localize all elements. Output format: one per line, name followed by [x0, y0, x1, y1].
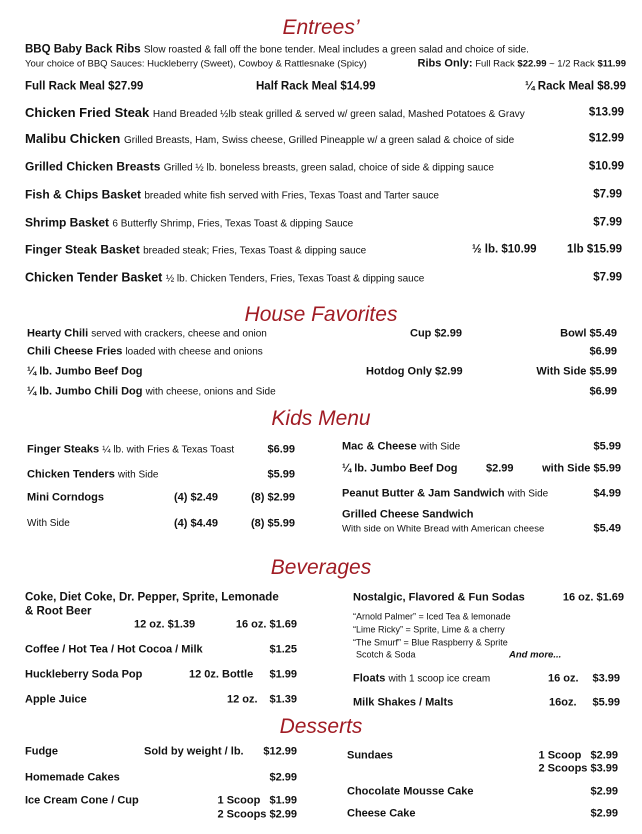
ribs-only-label: Ribs Only:: [417, 57, 473, 70]
item-price-only: $2.99: [486, 462, 514, 475]
item-price-cup: Cup $2.99: [410, 327, 462, 340]
item-name: Apple Juice: [25, 693, 87, 706]
item-desc: breaded white fish served with Fries, Texas Toast and Tarter sauce: [144, 190, 439, 202]
item-price-8: (8) $2.99: [250, 491, 295, 504]
item-desc: with Side: [117, 469, 159, 481]
full-rack-price: $22.99: [517, 58, 547, 70]
half-rack-label: ~ 1/2 Rack: [549, 58, 595, 70]
menu-item: [25, 132, 514, 146]
item-price: $6.99: [589, 345, 617, 358]
item-price: Bowl $5.49: [560, 327, 617, 340]
item-price: $6.99: [267, 443, 295, 456]
item-name: Shrimp Basket: [25, 215, 110, 230]
full-rack-meal: Full Rack Meal $27.99: [25, 80, 144, 93]
item-name: Peanut Butter & Jam Sandwich: [342, 487, 505, 500]
item-desc: With side on White Bread with American cheese: [342, 523, 545, 535]
item-price: $4.99: [593, 487, 621, 500]
item-price: With Side $5.99: [536, 365, 617, 378]
soda-note: Scotch & Soda: [356, 649, 416, 660]
item-note: Sold by weight / lb.: [144, 745, 244, 758]
menu-item: [25, 161, 494, 174]
item-name: Hearty Chili: [27, 327, 89, 340]
menu-item: [25, 189, 439, 202]
item-price-hotdog: Hotdog Only $2.99: [366, 365, 463, 378]
item-name: Coffee / Hot Tea / Hot Cocoa / Milk: [25, 643, 203, 656]
item-desc: Grilled ½ lb. boneless breasts, green salad, choice of side & dipping sauce: [163, 162, 494, 174]
menu-item: [27, 347, 263, 358]
item-size: 16 oz.: [548, 672, 579, 685]
item-name: Grilled Cheese Sandwich: [342, 508, 474, 521]
entrees-heading: Entrees’: [282, 16, 360, 39]
item-price: 1lb $15.99: [567, 243, 622, 256]
item-desc: with cheese, onions and Side: [145, 386, 276, 398]
menu-item: [25, 272, 424, 285]
item-name: ¼ lb. Jumbo Beef Dog: [27, 365, 143, 378]
item-desc: Grilled Breasts, Ham, Swiss cheese, Grilled Pineapple w/ a green salad & choice of side: [123, 135, 515, 146]
soda-note: “The Smurf” = Blue Raspberry & Sprite: [353, 637, 508, 648]
item-price-12oz: 12 oz. $1.39: [134, 618, 196, 631]
item-name: Milk Shakes / Malts: [353, 696, 454, 709]
item-name-cont: & Root Beer: [25, 605, 92, 618]
item-name: ¼ lb. Jumbo Chili Dog: [27, 385, 143, 398]
item-name: Chicken Tender Basket: [25, 270, 163, 285]
ribs-only: [418, 59, 626, 70]
item-name: ¼ lb. Jumbo Beef Dog: [342, 462, 458, 475]
item-price: $1.25: [269, 643, 297, 656]
item-price-1-scoop: 1 Scoop $2.99: [538, 749, 618, 762]
item-desc: 6 Butterfly Shrimp, Fries, Texas Toast & dipping Sauce: [112, 218, 354, 230]
menu-item: [342, 442, 460, 453]
item-price: $12.99: [588, 132, 624, 145]
item-name: Chicken Fried Steak: [25, 105, 150, 120]
item-desc: breaded steak; Fries, Texas Toast & dipping sauce: [143, 245, 367, 257]
soda-note: “Arnold Palmer” = Iced Tea & lemonade: [353, 611, 511, 622]
item-price: $5.99: [267, 468, 295, 481]
kids-menu-heading: Kids Menu: [271, 407, 371, 430]
item-name: Chicken Tenders: [27, 468, 115, 481]
item-price: $3.99: [592, 672, 620, 685]
item-name: Floats: [353, 672, 386, 685]
item-name: Fish & Chips Basket: [25, 187, 142, 202]
item-price-8: (8) $5.99: [250, 517, 295, 530]
half-rack-price: $11.99: [597, 58, 626, 70]
menu-item: [27, 470, 158, 481]
item-price: $2.99: [269, 771, 297, 784]
menu-item: [353, 674, 490, 685]
item-name: Coke, Diet Coke, Dr. Pepper, Sprite, Lemonade: [25, 591, 279, 604]
menu-item: [27, 387, 276, 398]
item-name: Fudge: [25, 745, 58, 758]
item-price: $2.99: [590, 807, 618, 820]
item-desc: with Side: [507, 488, 549, 500]
item-desc: ¼ lb. with Fries & Texas Toast: [102, 444, 235, 456]
item-price: $7.99: [593, 216, 622, 229]
house-favorites-heading: House Favorites: [244, 303, 398, 326]
item-desc: ½ lb. Chicken Tenders, Fries, Texas Toast & dipping sauce: [165, 273, 425, 285]
item-name: Sundaes: [347, 749, 393, 762]
and-more: And more...: [509, 649, 562, 661]
item-size: 12 oz.: [227, 693, 258, 706]
item-desc: Hand Breaded ½lb steak grilled & served w/ green salad, Mashed Potatoes & Gravy: [152, 109, 525, 120]
half-rack-meal: Half Rack Meal $14.99: [256, 80, 376, 93]
menu-item: [27, 445, 234, 456]
item-price-1-scoop: 1 Scoop $1.99: [217, 794, 297, 807]
item-price: $12.99: [263, 745, 297, 758]
item-price: $5.49: [593, 522, 621, 535]
item-name: Mini Corndogs: [27, 491, 104, 504]
item-name: Nostalgic, Flavored & Fun Sodas: [353, 591, 525, 604]
item-size: 12 0z. Bottle: [189, 668, 254, 681]
item-name: Chocolate Mousse Cake: [347, 785, 474, 798]
item-name: Ice Cream Cone / Cup: [25, 794, 139, 807]
item-price: $10.99: [588, 160, 624, 173]
item-price-half: ½ lb. $10.99: [472, 243, 537, 256]
item-price: with Side $5.99: [542, 462, 621, 475]
item-price-4: (4) $2.49: [174, 491, 219, 504]
soda-note: “Lime Ricky” = Sprite, Lime & a cherry: [353, 624, 505, 635]
item-price: $1.99: [269, 668, 297, 681]
item-price: $5.99: [592, 696, 620, 709]
beverages-heading: Beverages: [270, 556, 372, 579]
item-name: Homemade Cakes: [25, 771, 120, 784]
ribs-sauces: Your choice of BBQ Sauces: Huckleberry (Sweet), Cowboy & Rattlesnake (Spicy): [25, 58, 367, 70]
menu-item: [342, 489, 548, 500]
item-name: Finger Steaks: [27, 443, 100, 456]
ribs-name: BBQ Baby Back Ribs: [25, 43, 141, 56]
item-name: Huckleberry Soda Pop: [25, 668, 143, 681]
item-price-4: (4) $4.49: [174, 517, 219, 530]
item-name: Grilled Chicken Breasts: [25, 159, 161, 174]
item-price: $13.99: [588, 106, 624, 119]
item-price-2-scoops: 2 Scoops $3.99: [538, 762, 618, 775]
item-name: Cheese Cake: [347, 807, 416, 820]
item-name: Chili Cheese Fries: [27, 345, 123, 358]
ribs-desc: Slow roasted & fall off the bone tender. Meal includes a green salad and choice of side.: [143, 44, 529, 56]
item-desc: served with crackers, cheese and onion: [91, 328, 267, 340]
item-price-2-scoops: 2 Scoops $2.99: [217, 808, 297, 821]
item-price: $7.99: [593, 188, 622, 201]
item-price: $1.39: [269, 693, 297, 706]
item-name: With Side: [27, 518, 70, 529]
item-price: $2.99: [590, 785, 618, 798]
item-price: $5.99: [593, 440, 621, 453]
item-desc: loaded with cheese and onions: [125, 346, 263, 358]
item-price: $7.99: [593, 271, 622, 284]
item-name: Malibu Chicken: [25, 131, 121, 146]
item-price: $6.99: [589, 385, 617, 398]
item-name: Mac & Cheese: [342, 440, 417, 453]
quarter-rack-meal: ¼ Rack Meal $8.99: [524, 80, 626, 93]
item-desc: with 1 scoop ice cream: [388, 673, 491, 685]
menu-item: [27, 329, 267, 340]
full-rack-label: Full Rack: [475, 58, 515, 70]
desserts-heading: Desserts: [279, 715, 363, 738]
menu-item: [25, 106, 525, 120]
item-size: 16oz.: [549, 696, 577, 709]
item-price: 16 oz. $1.69: [562, 591, 624, 604]
item-desc: with Side: [419, 441, 461, 453]
menu-item: [25, 244, 366, 257]
item-name: Finger Steak Basket: [25, 242, 140, 257]
item-price-16oz: 16 oz. $1.69: [235, 618, 297, 631]
menu-item: [25, 217, 353, 230]
ribs-item: [25, 44, 529, 56]
